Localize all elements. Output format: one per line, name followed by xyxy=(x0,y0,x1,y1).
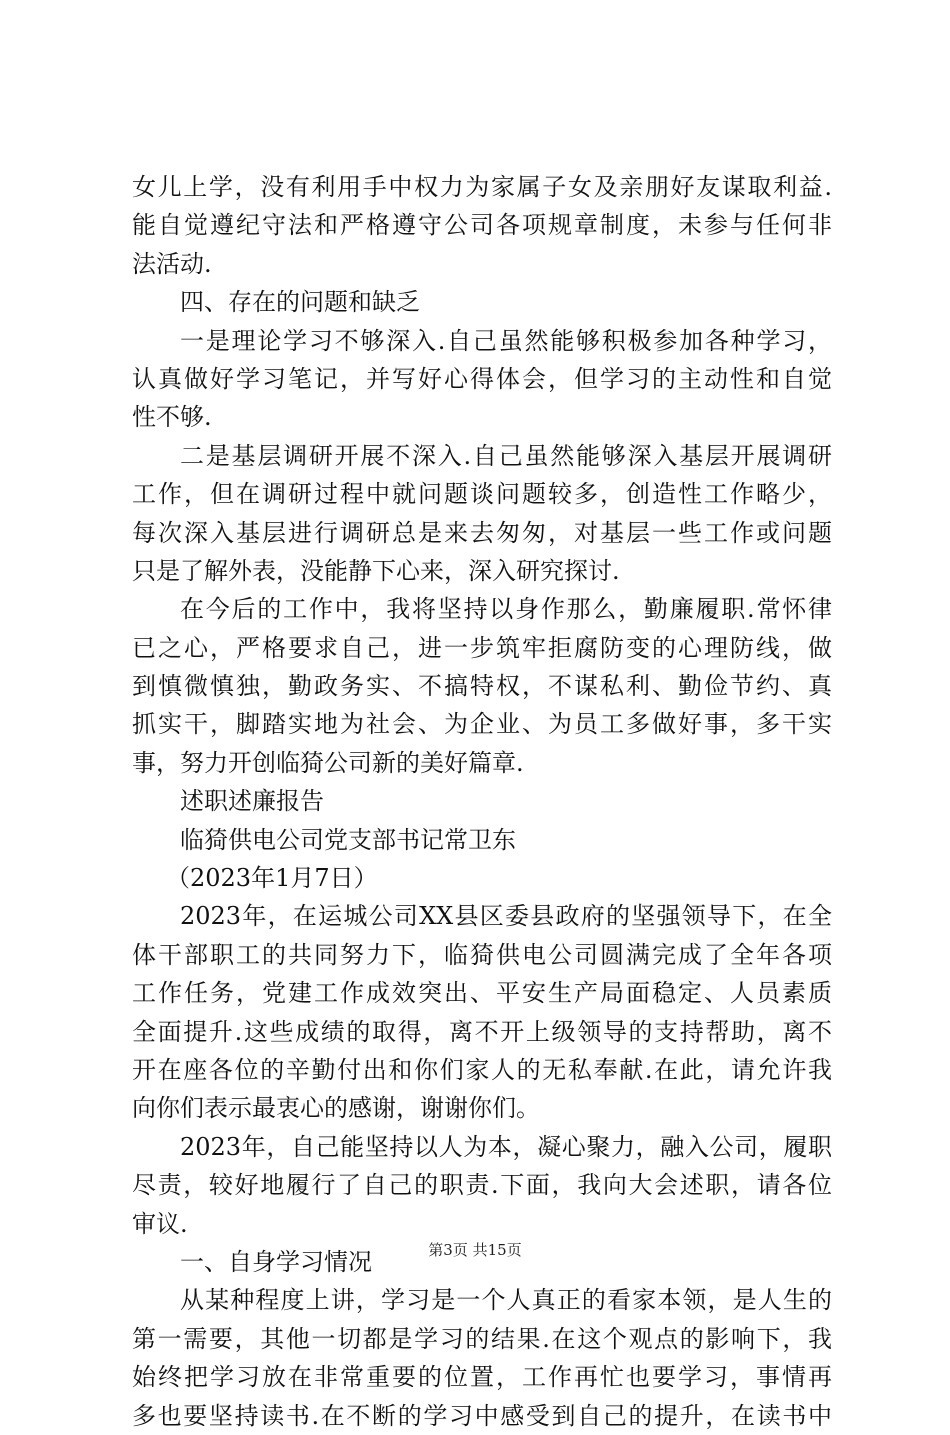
text-line: 事，努力开创临猗公司新的美好篇章. xyxy=(132,748,524,777)
text-line: 2023年，自己能坚持以人为本，凝心聚力，融入公司，履职 xyxy=(180,1132,832,1161)
text-line: 工作，但在调研过程中就问题谈问题较多，创造性工作略少， xyxy=(132,480,832,509)
text-line: 已之心，严格要求自己，进一步筑牢拒腐防变的心理防线，做 xyxy=(132,633,832,662)
report-title: 述职述廉报告 xyxy=(180,787,324,816)
text-line: 审议. xyxy=(132,1209,188,1238)
text-line: 到慎微慎独，勤政务实、不搞特权，不谋私利、勤俭节约、真 xyxy=(132,672,832,701)
report-date: （2023年1月7日） xyxy=(166,864,378,893)
section-heading: 四、存在的问题和缺乏 xyxy=(180,288,420,317)
text-line: 从某种程度上讲，学习是一个人真正的看家本领，是人生的 xyxy=(180,1286,832,1315)
text-line: 能自觉遵纪守法和严格遵守公司各项规章制度，未参与任何非 xyxy=(132,211,832,240)
text-line: 每次深入基层进行调研总是来去匆匆，对基层一些工作或问题 xyxy=(132,518,832,547)
text-line: 二是基层调研开展不深入.自己虽然能够深入基层开展调研 xyxy=(180,441,832,470)
text-line: 2023年，在运城公司XX县区委县政府的坚强领导下，在全 xyxy=(180,902,832,931)
page-footer xyxy=(0,1240,950,1260)
text-line: 全面提升.这些成绩的取得，离不开上级领导的支持帮助，离不 xyxy=(132,1017,832,1046)
text-line: 只是了解外表，没能静下心来，深入研究探讨. xyxy=(132,556,620,585)
text-line: 女儿上学，没有利用手中权力为家属子女及亲朋好友谋取利益. xyxy=(132,173,832,201)
text-line: 体干部职工的共同努力下，临猗供电公司圆满完成了全年各项 xyxy=(132,940,832,969)
text-line: 认真做好学习笔记，并写好心得体会，但学习的主动性和自觉 xyxy=(132,364,832,393)
text-line: 第一需要，其他一切都是学习的结果.在这个观点的影响下，我 xyxy=(132,1324,832,1353)
text-line: 抓实干，脚踏实地为社会、为企业、为员工多做好事，多干实 xyxy=(132,710,832,739)
text-line: 法活动. xyxy=(132,249,212,278)
text-line: 在今后的工作中，我将坚持以身作那么，勤廉履职.常怀律 xyxy=(180,595,832,624)
text-line: 工作任务，党建工作成效突出、平安生产局面稳定、人员素质 xyxy=(132,979,832,1008)
text-line: 性不够. xyxy=(132,403,212,432)
text-line: 多也要坚持读书.在不断的学习中感受到自己的提升，在读书中 xyxy=(132,1401,832,1430)
text-line: 开在座各位的辛勤付出和你们家人的无私奉献.在此，请允许我 xyxy=(132,1055,832,1084)
text-line: 一是理论学习不够深入.自己虽然能够积极参加各种学习， xyxy=(180,326,832,355)
text-line: 尽责，较好地履行了自己的职责.下面，我向大会述职，请各位 xyxy=(132,1171,832,1200)
page-number: 第3页 共15页 xyxy=(428,1241,522,1259)
section-heading: 一、自身学习情况 xyxy=(180,1247,372,1276)
report-author: 临猗供电公司党支部书记常卫东 xyxy=(180,825,516,854)
text-line: 向你们表示最衷心的感谢，谢谢你们。 xyxy=(132,1094,540,1123)
text-line: 始终把学习放在非常重要的位置，工作再忙也要学习，事情再 xyxy=(132,1363,832,1392)
